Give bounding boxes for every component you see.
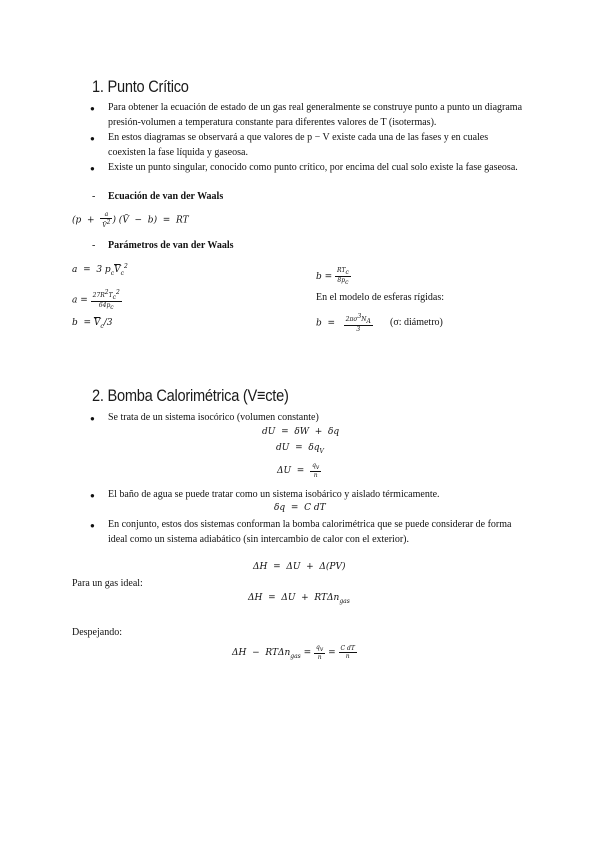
eq-despejando: ΔH − RTΔn$_{gas}$ = $\frac{q_v}{n}$ = $\frac{\text{C dT}}{n}$ [232, 644, 355, 662]
dash-marker: - [92, 191, 96, 202]
eq-dq: δq = C dT [274, 503, 326, 513]
section1-title: 1. Punto Crítico [92, 77, 189, 96]
diameter-note: (σ: diámetro) [390, 317, 443, 328]
param-a-2: a = $\frac{27R^2T_c^2}{64p_c}$ [72, 289, 120, 312]
section2-bullet-2: El baño de agua se puede tratar como un sistema isobárico y aislado térmicamente. [108, 489, 440, 500]
despejando-label: Despejando: [72, 627, 122, 638]
dash-marker: - [92, 240, 96, 251]
section1-bullet-2: En estos diagramas se observará a que valores de p − V existe cada una de las fases y en cuales coexisten la fase líquida y gaseosa. [108, 132, 489, 158]
ideal-gas-label: Para un gas ideal: [72, 578, 143, 589]
eq-delta-h-ideal: ΔH = ΔU + RTΔn$_{gas}$ [248, 593, 350, 605]
params-heading: Parámetros de van der Waals [108, 240, 234, 251]
param-b-3: b = $\frac{2\pi\sigma^3N_A}{3}$ [316, 313, 371, 334]
vdw-equation: (p + $\frac{a}{V̄^2}$ ) (V̄ − b) = RT [72, 211, 189, 229]
eq-du-2: dU = $\delta q_V$ [276, 443, 324, 455]
bullet-icon: ● [90, 491, 95, 500]
bullet-icon: ● [90, 104, 95, 113]
bullet-icon: ● [90, 164, 95, 173]
section2-bullet-1: Se trata de un sistema isocórico (volumen constante) [108, 412, 319, 423]
bullet-icon: ● [90, 134, 95, 143]
eq-du-1: dU = δW + δq [262, 427, 340, 437]
rigid-spheres-text: En el modelo de esferas rígidas: [316, 292, 445, 303]
param-a-1: a = 3 $p_c\overline{V}_c^2$ [72, 263, 128, 277]
bullet-icon: ● [90, 414, 95, 423]
eq-delta-u: ΔU = $\frac{q_v}{n}$ [277, 462, 320, 480]
section2-bullet-3: En conjunto, estos dos sistemas conforman la bomba calorimétrica que se puede considerar de forma ideal como un sistema adiabático (sin intercambio de calor con el exterior). [108, 519, 512, 545]
param-b-1: $b = \overline{V}_c/3$ [72, 318, 113, 330]
section2-title: 2. Bomba Calorimétrica (V≡cte) [92, 386, 289, 405]
param-b-2: b = $\frac{RT_c}{8p_c}$ [316, 267, 349, 287]
eq-delta-h: ΔH = ΔU + Δ(PV) [253, 562, 346, 572]
section1-bullet-3: Existe un punto singular, conocido como punto crítico, por encima del cual solo existe la fase gaseosa. [108, 162, 518, 173]
bullet-icon: ● [90, 521, 95, 530]
section1-bullet-1: Para obtener la ecuación de estado de un gas real generalmente se construye punto a punto un diagrama presión-volumen a temperatura constante para diferentes valores de T (isotermas). [108, 102, 523, 128]
vdw-heading: Ecuación de van der Waals [108, 191, 224, 202]
